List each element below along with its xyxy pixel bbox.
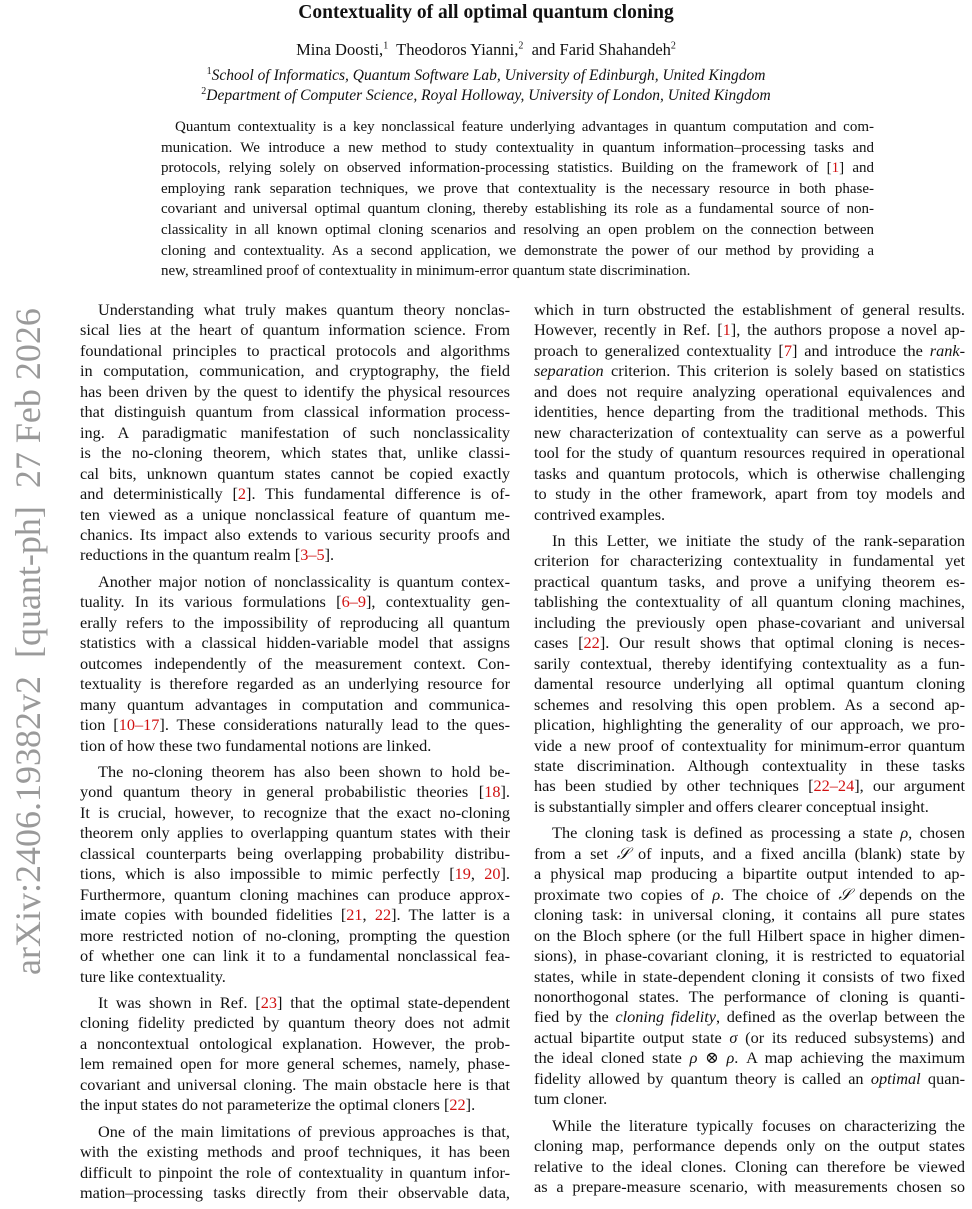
citation-link[interactable]: 1 (722, 320, 731, 340)
text-line: cloning map, performance depends only on the output states (534, 1136, 965, 1156)
text-line: outcomes independently of the measurement context. Con- (80, 653, 510, 673)
italic-term: separation (534, 361, 604, 381)
text-line: and deterministically [2]. This fundamental difference is of- (80, 484, 510, 504)
paragraph (534, 823, 965, 1109)
text-line: difficult to pinpoint the role of contextuality in quantum infor- (80, 1162, 510, 1182)
text-line: sions), in phase-covariant cloning, it is restricted to equatorial (534, 946, 965, 966)
text-line: tum cloner. (534, 1089, 608, 1109)
text-line: from a set 𝒮 of inputs, and a fixed ancilla (blank) state by (534, 843, 965, 863)
author-affil-mark: 2 (670, 40, 676, 52)
text-line: sarily contextual, thereby identifying contextuality as a fun- (534, 653, 965, 673)
text-line: ing. A paradigmatic manifestation of such nonclassicality (80, 422, 510, 442)
italic-term: 𝒮 (616, 843, 630, 863)
affiliation-mark: 2 (201, 85, 207, 97)
citation-link[interactable]: 21 (346, 905, 363, 925)
citation-link[interactable]: 3–5 (300, 545, 325, 565)
text-line: classical counterparts being overlapping probability distribu- (80, 843, 510, 863)
text-line: a noncontextual ontological explanation. However, the prob- (80, 1033, 510, 1053)
text-line: to study in the other framework, apart from toy models and (534, 484, 965, 504)
right-column (534, 300, 965, 1203)
citation-link[interactable]: 10–17 (118, 715, 160, 735)
italic-term: rank- (929, 340, 965, 360)
citation-link[interactable]: 6–9 (341, 592, 366, 612)
text-line: tions, which is also impossible to mimic perfectly [19, 20]. (80, 864, 511, 884)
text-line: Quantum contextuality is a key nonclassical feature underlying advantages in quantum computation and com- (175, 119, 874, 135)
text-line: with the existing methods and proof techniques, it has been (80, 1142, 510, 1162)
paragraph (80, 572, 510, 756)
text-line: cloning fidelity predicted by quantum theory does not admit (80, 1013, 510, 1033)
citation-link[interactable]: 22 (583, 633, 600, 653)
text-line: protocols, relying solely on observed information-processing statistics. Building on the framework of [1] and (161, 160, 875, 177)
text-line: vide a new proof of contextuality for minimum-error quantum (534, 735, 965, 755)
author-name: Theodoros Yianni, (396, 40, 519, 59)
citation-link[interactable]: 1 (831, 160, 840, 177)
author-name: and Farid Shahandeh (531, 40, 671, 59)
text-line: the ideal cloned state ρ ⊗ ρ. A map achieving the maximum (534, 1048, 966, 1068)
text-line: new characterization of contextuality can serve as a powerful (534, 422, 965, 442)
text-line: cases [22]. Our result shows that optimal cloning is neces- (534, 633, 965, 653)
text-line: nonorthogonal states. The performance of cloning is quanti- (534, 986, 965, 1006)
author-list (0, 40, 972, 60)
text-line: ten viewed as a unique nonclassical feature of quantum me- (80, 504, 510, 524)
text-line: tablishing the contextuality of all quantum cloning machines, (534, 592, 965, 612)
text-line: proach to generalized contextuality [7] and introduce the rank- (534, 340, 965, 360)
italic-term: σ (729, 1027, 738, 1047)
paragraph (80, 300, 510, 566)
text-line: states, while in state-dependent cloning it consists of two fixed (534, 966, 965, 986)
author-name: Mina Doosti, (296, 40, 384, 59)
text-line: The cloning task is defined as processing a state ρ, chosen (552, 823, 965, 843)
text-line: tuality. In its various formulations [6–9], contextuality gen- (80, 592, 511, 612)
text-line: cal bits, unknown quantum states cannot be copied exactly (80, 463, 510, 483)
paragraph (534, 300, 965, 525)
citation-link[interactable]: 23 (260, 992, 277, 1012)
italic-term: ρ (900, 823, 909, 843)
text-line: more restricted notion of no-cloning, prompting the question (80, 925, 510, 945)
paragraph (534, 1116, 965, 1198)
text-line: One of the main limitations of previous approaches is that, (98, 1121, 510, 1141)
text-line: foundational principles to practical protocols and algorithms (80, 340, 510, 360)
affiliation (0, 67, 972, 85)
text-line: lem remained open for more general schemes, namely, phase- (80, 1054, 510, 1074)
text-line: employing rank separation techniques, we prove that contextuality is the necessary resource in both phase- (161, 180, 874, 197)
affiliation-mark: 1 (206, 65, 212, 77)
italic-term: 𝒮 (838, 884, 851, 904)
abstract (161, 117, 874, 282)
citation-link[interactable]: 20 (484, 864, 501, 884)
paragraph (534, 531, 965, 817)
text-line: including the previously open phase-covariant and universal (534, 612, 965, 632)
text-line: theorem only applies to overlapping quantum states with their (80, 823, 510, 843)
text-line: covariant and universal cloning. The main obstacle here is that (80, 1074, 510, 1094)
text-line: contrived examples. (534, 504, 666, 524)
text-line: ture like contextuality. (80, 966, 226, 986)
text-line: chanics. Its impact also extends to various security proofs and (80, 524, 510, 544)
text-line: The no-cloning theorem has also been shown to hold be- (98, 761, 510, 781)
text-line: has been studied by other techniques [22–24], our argument (534, 776, 966, 796)
text-line: textuality is therefore regarded as an underlying resource for (80, 674, 510, 694)
citation-link[interactable]: 22–24 (813, 776, 855, 796)
citation-link[interactable]: 22 (449, 1095, 466, 1115)
text-line: criterion for characterizing contextuality in fundamental yet (534, 551, 965, 571)
text-line: fied by the cloning fidelity, defined as the overlap between the (534, 1007, 966, 1027)
text-line: that distinguish quantum from classical information process- (80, 402, 510, 422)
text-line: relative to the ideal clones. Cloning can therefore be viewed (534, 1156, 965, 1176)
text-line: many quantum advantages in computation and communica- (80, 694, 510, 714)
text-line: tool for the study of quantum resources required in operational (534, 443, 965, 463)
text-line: Furthermore, quantum cloning machines can produce approx- (80, 884, 510, 904)
text-line: tasks and quantum protocols, which is otherwise challenging (534, 463, 965, 483)
italic-term: cloning fidelity (615, 1007, 717, 1027)
text-line: fidelity allowed by quantum theory is called an optimal quan- (534, 1068, 966, 1088)
text-line: is substantially simpler and offers clearer conceptual insight. (534, 796, 929, 816)
text-line: yond quantum theory in general probabilistic theories [18]. (80, 782, 510, 802)
text-line: erally refers to the impossibility of reproducing all quantum (80, 612, 510, 632)
italic-term: ρ (712, 884, 721, 904)
affiliation-text: School of Informatics, Quantum Software Lab, University of Edinburgh, United Kingdom (211, 67, 766, 84)
affiliation (0, 87, 972, 105)
text-line: It was shown in Ref. [23] that the optimal state-dependent (98, 992, 510, 1012)
citation-link[interactable]: 7 (783, 340, 792, 360)
paragraph (80, 1122, 510, 1204)
text-line: Another major notion of nonclassicality is quantum contex- (98, 571, 510, 591)
text-line: which in turn obstructed the establishment of general results. (534, 300, 965, 319)
italic-term: ρ ⊗ ρ (689, 1048, 735, 1068)
author-affil-mark: 1 (383, 40, 389, 52)
paragraph (80, 762, 510, 987)
italic-term: optimal (870, 1068, 921, 1088)
text-line: cloning task: in universal cloning, it contains all pure states (534, 905, 965, 925)
text-line: separation criterion. This criterion is solely based on statistics (534, 361, 965, 381)
paper-title: Contextuality of all optimal quantum cloning (298, 2, 674, 23)
text-line: It is crucial, however, to recognize that the exact no-cloning (80, 802, 510, 822)
text-line: However, recently in Ref. [1], the authors propose a novel ap- (534, 320, 966, 340)
text-line: the input states do not parameterize the optimal cloners [22]. (80, 1095, 476, 1115)
text-line: reductions in the quantum realm [3–5]. (80, 545, 335, 565)
text-line: While the literature typically focuses on characterizing the (552, 1115, 965, 1135)
text-line: on the Bloch sphere (or the full Hilbert space in higher dimen- (534, 925, 965, 945)
text-line: In this Letter, we initiate the study of the rank-separation (552, 530, 965, 550)
text-line: has been driven by the quest to identify the physical resources (80, 381, 510, 401)
text-line: new, streamlined proof of contextuality in minimum-error quantum state discrimination. (161, 263, 691, 280)
left-column (80, 300, 510, 1209)
text-line: damental resource underlying all optimal quantum cloning (534, 674, 965, 694)
text-line: cloning and contextuality. As a second application, we demonstrate the power of our method by providing a (161, 242, 874, 259)
text-line: Understanding what truly makes quantum theory nonclas- (98, 300, 510, 319)
text-line: proximate two copies of ρ. The choice of 𝒮 depends on the (534, 884, 966, 904)
text-line: plication, highlighting the generality of our approach, we pro- (534, 715, 965, 735)
text-line: mation–processing tasks directly from their observable data, (80, 1183, 510, 1203)
text-line: of whether one can link it to a fundamental nonclassical fea- (80, 946, 510, 966)
text-line: as a prepare-measure scenario, with measurements chosen so (534, 1177, 965, 1197)
text-line: sical lies at the heart of quantum information science. From (80, 320, 510, 340)
paragraph (80, 993, 510, 1116)
text-line: statistics with a classical hidden-variable model that assigns (80, 633, 510, 653)
text-line: tion [10–17]. These considerations naturally lead to the ques- (80, 715, 510, 735)
text-line: practical quantum tasks, and prove a unifying theorem es- (534, 571, 965, 591)
citation-link[interactable]: 18 (484, 782, 501, 802)
text-line: imate copies with bounded fidelities [21, 22]. The latter is a (80, 905, 511, 925)
text-line: in computation, communication, and cryptography, the field (80, 361, 510, 381)
author-affil-mark: 2 (518, 40, 524, 52)
text-line: munication. We introduce a new method to study contextuality in quantum information–processing tasks and (161, 139, 874, 156)
text-line: classicality in all known optimal cloning scenarios and resolving an open problem on the connection between (161, 221, 874, 238)
text-line: is the no-cloning theorem, which states that, unlike classi- (80, 443, 510, 463)
text-line: and does not require analyzing operational equivalences and (534, 381, 965, 401)
citation-link[interactable]: 2 (237, 484, 247, 504)
text-line: actual bipartite output state σ (or its reduced subsystems) and (534, 1027, 965, 1047)
text-line: schemes and resolving this open problem. As a second ap- (534, 694, 965, 714)
citation-link[interactable]: 19 (454, 864, 471, 884)
citation-link[interactable]: 22 (374, 905, 392, 925)
text-line: covariant and universal optimal quantum cloning, thereby establishing its role as a fundamental source of non- (161, 201, 874, 218)
text-line: tion of how these two fundamental notions are linked. (80, 735, 432, 755)
affiliation-text: Department of Computer Science, Royal Holloway, University of London, United Kingdom (206, 87, 771, 104)
text-line: state discrimination. Although contextuality in these tasks (534, 755, 965, 775)
text-line: identities, hence departing from the traditional methods. This (534, 402, 965, 422)
text-line: a physical map producing a bipartite output intended to ap- (534, 864, 965, 884)
arxiv-stamp: arXiv:2406.19382v2 [quant-ph] 27 Feb 2026 (8, 308, 48, 975)
